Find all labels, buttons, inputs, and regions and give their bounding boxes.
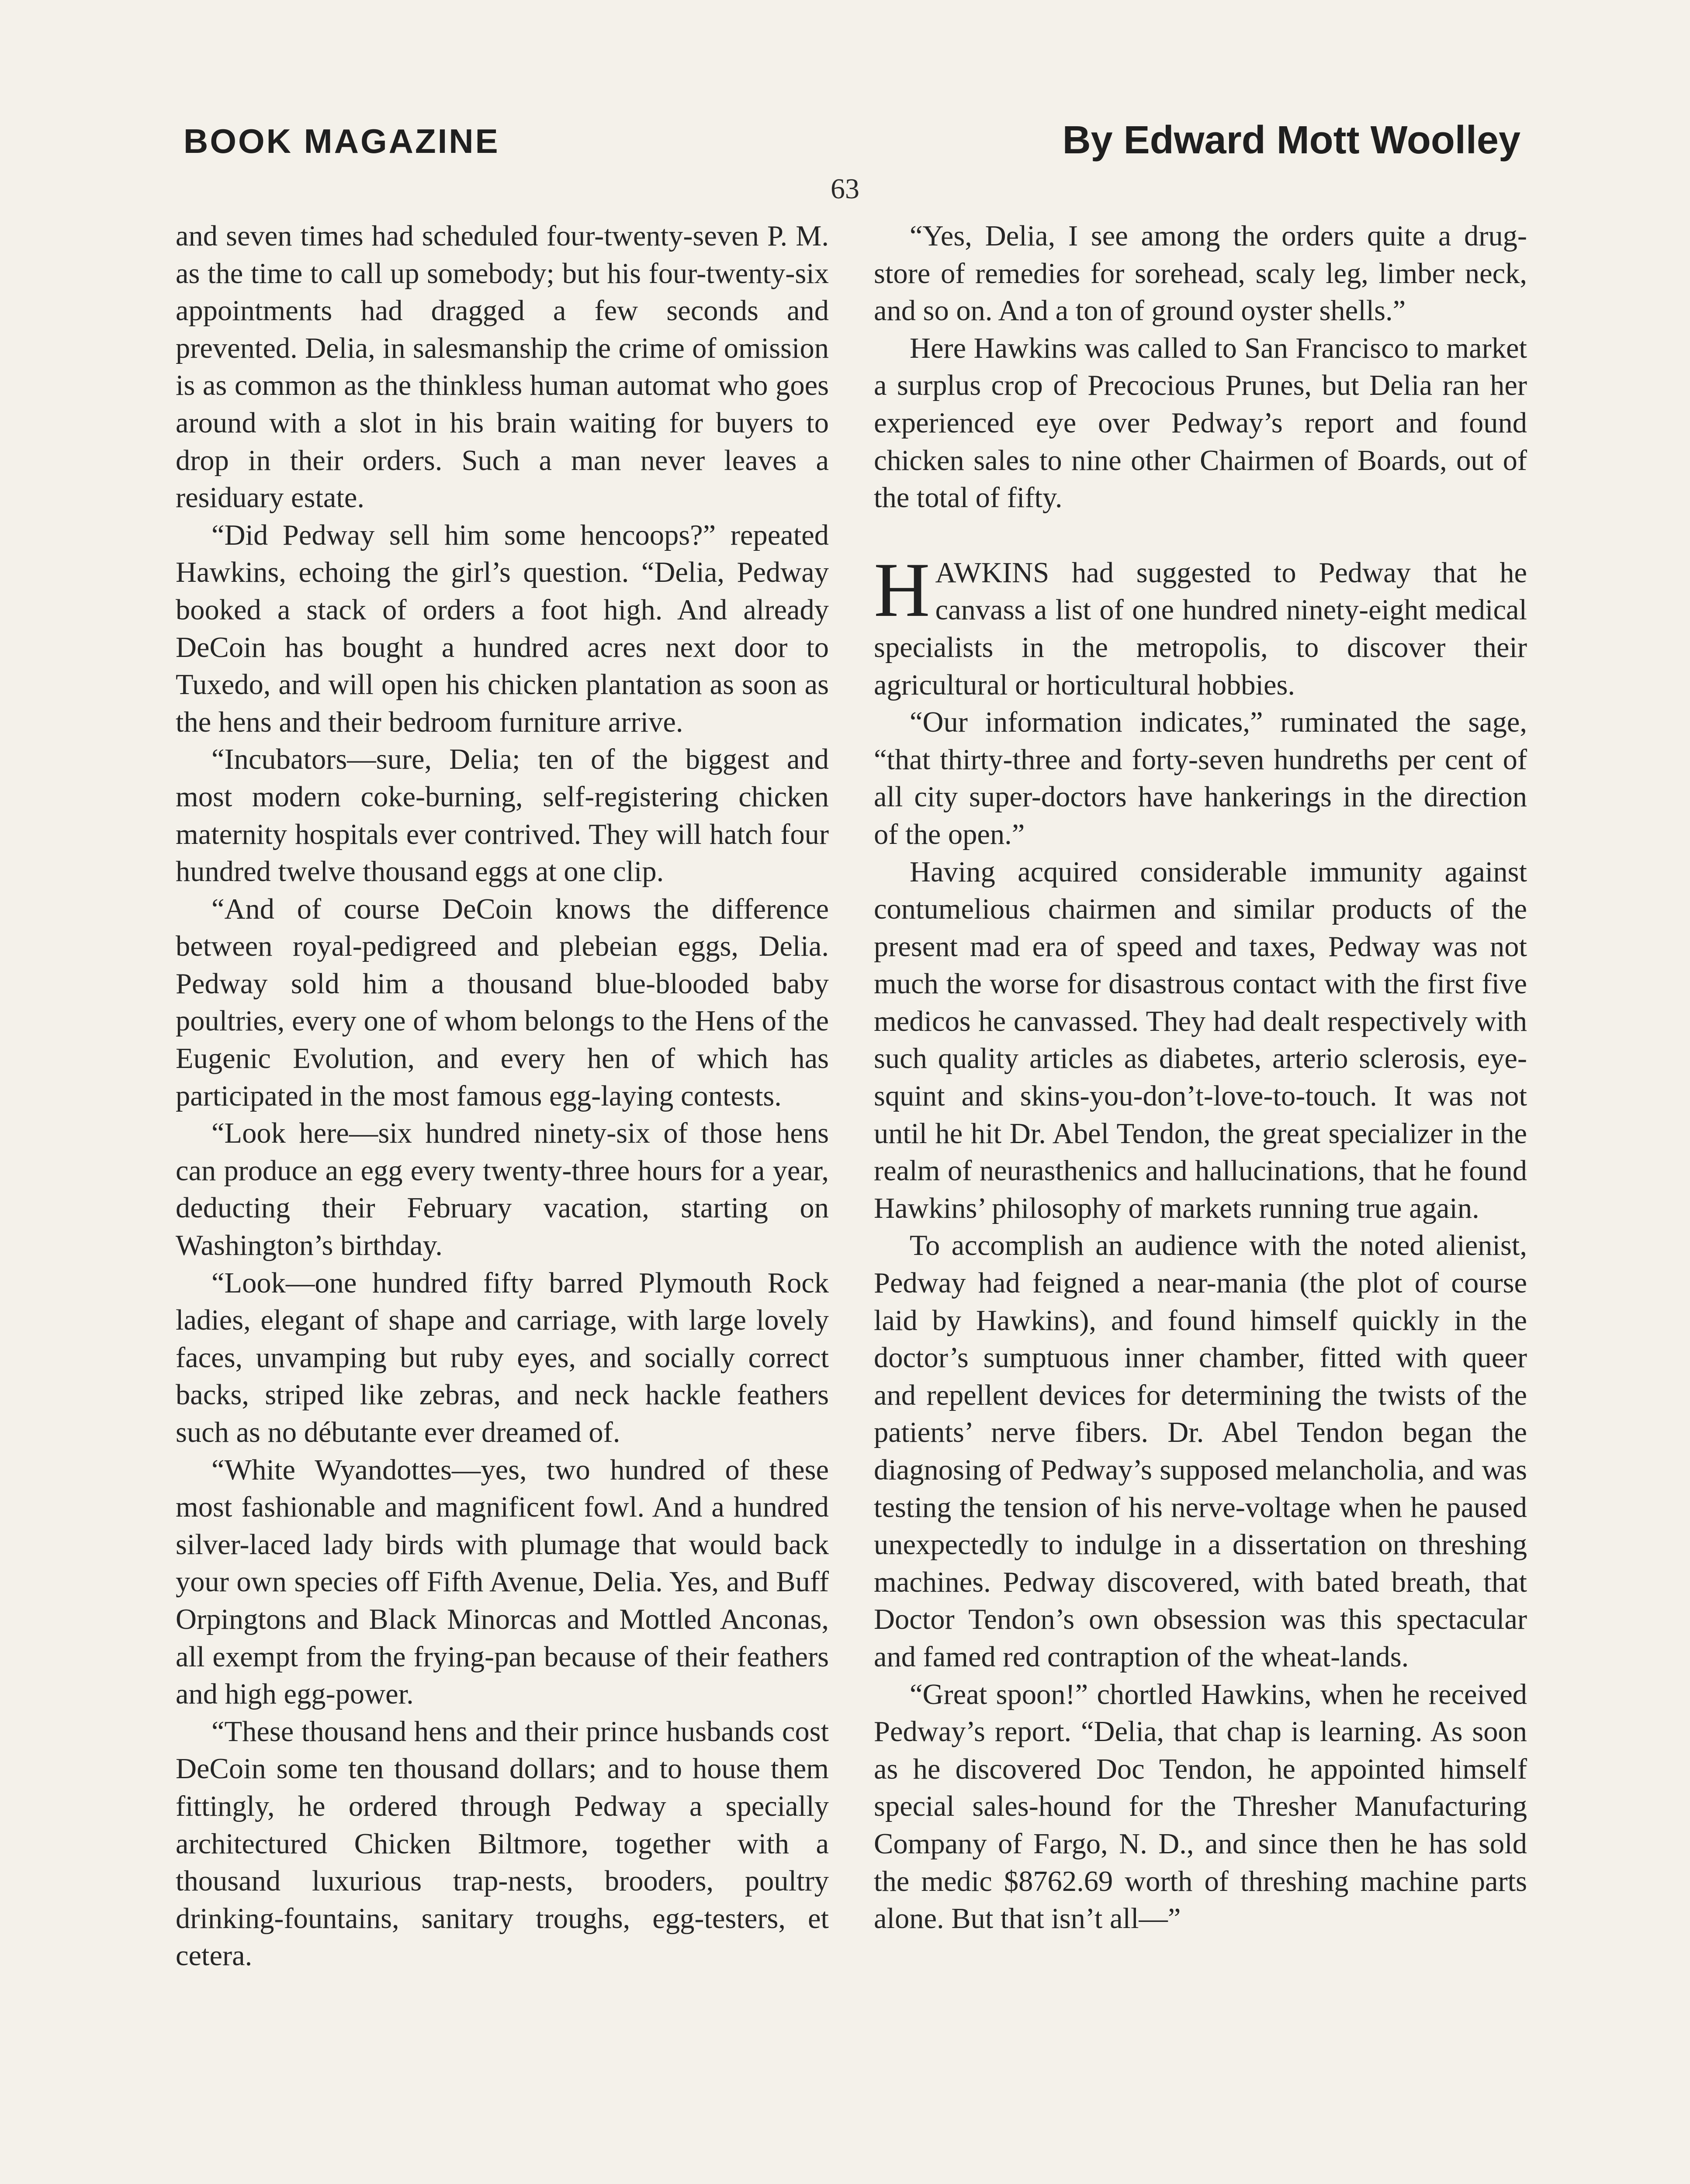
paragraph: Here Hawkins was called to San Francisco to market a surplus crop of Precocious Prunes, but Delia ran her experienced eye over Pedway’s report and found chicken sales to nine other Chairmen of Boards, out of the total of fifty. — [874, 332, 1527, 514]
paragraph: Having acquired considerable immunity against contumelious chairmen and similar products of the present mad era of speed and taxes, Pedway was not much the worse for disastrous contact with the first five medicos he canvassed. They had dealt respectively with such quality articles as diabetes, arterio sclerosis, eye-squint and skins-you-don’t-love-to-touch. It was not until he hit Dr. Abel Tendon, the great specializer in the realm of neurasthenics and hallucinations, that he found Hawkins’ philosophy of markets running true again. — [874, 856, 1527, 1224]
opening-caps: AWKINS — [935, 556, 1049, 589]
running-head-magazine: BOOK MAGAZINE — [184, 122, 500, 160]
right-text-column — [874, 218, 1527, 1938]
paragraph: “Great spoon!” chortled Hawkins, when he received Pedway’s report. “Delia, that chap is learning. As soon as he discovered Doc Tendon, he appointed himself special sales-hound for the Thresher Manufacturing Company of Fargo, N. D., and since then he has sold the medic $8762.69 worth of threshing machine parts alone. But that isn’t all—” — [874, 1678, 1527, 1935]
paragraph: “Our information indicates,” ruminated the sage, “that thirty-three and forty-seven hundreths per cent of all city super-doctors have hankerings in the direction of the open.” — [874, 706, 1527, 850]
paragraph: “Incubators—sure, Delia; ten of the biggest and most modern coke-burning, self-registering chicken maternity hospitals ever contrived. They will hatch four hundred twelve thousand eggs at one clip. — [176, 743, 829, 888]
left-text-column — [176, 218, 829, 1975]
drop-cap: H — [874, 546, 930, 633]
paragraph: “White Wyandottes—yes, two hundred of these most fashionable and magnificent fowl. And a hundred silver-laced lady birds with plumage that would back your own species off Fifth Avenue, Delia. Yes, and Buff Orpingtons and Black Minorcas and Mottled Anconas, all exempt from the frying-pan because of their feathers and high egg-power. — [176, 1454, 829, 1711]
paragraph: To accomplish an audience with the noted alienist, Pedway had feigned a near-mania (the plot of course laid by Hawkins), and found himself quickly in the doctor’s sumptuous inner chamber, fitted with queer and repellent devices for determining the twists of the patients’ nerve fibers. Dr. Abel Tendon began the diagnosing of Pedway’s supposed melancholia, and was testing the tension of his nerve-voltage when he paused unexpectedly to indulge in a dissertation on threshing machines. Pedway discovered, with bated breath, that Doctor Tendon’s own obsession was this spectacular and famed red contraption of the wheat-lands. — [874, 1230, 1527, 1673]
paragraph: “And of course DeCoin knows the difference between royal-pedigreed and plebeian eggs, Delia. Pedway sold him a thousand blue-blooded baby poultries, every one of whom belongs to the Hens of the Eugenic Evolution, and every hen of which has participated in the most famous egg-laying contests. — [176, 893, 829, 1112]
paragraph: “Look—one hundred fifty barred Plymouth Rock ladies, elegant of shape and carriage, with large lovely faces, unvamping but ruby eyes, and socially correct backs, striped like zebras, and neck hackle feathers such as no débutante ever dreamed of. — [176, 1267, 829, 1448]
paragraph-text: had suggested to Pedway that he canvass a list of one hundred ninety-eight medical specialists in the metropolis, to discover their agricultural or horticultural hobbies. — [874, 556, 1527, 701]
paragraph: “These thousand hens and their prince husbands cost DeCoin some ten thousand dollars; and to house them fittingly, he ordered through Pedway a specially architectured Chicken Biltmore, together with a thousand luxurious trap-nests, brooders, poultry drinking-fountains, sanitary troughs, egg-testers, et cetera. — [176, 1715, 829, 1972]
page-number: 63 — [831, 173, 859, 205]
paragraph: “Did Pedway sell him some hencoops?” repeated Hawkins, echoing the girl’s question. “Delia, Pedway booked a stack of orders a foot high. And already DeCoin has bought a hundred acres next door to Tuxedo, and will open his chicken plantation as soon as the hens and their bedroom furniture arrive. — [176, 519, 829, 738]
running-head-author: By Edward Mott Woolley — [1062, 118, 1520, 162]
paragraph-text: and seven times had scheduled four-twenty-seven — [176, 220, 767, 252]
section-opening-paragraph — [874, 546, 1527, 704]
paragraph: “Look here—six hundred ninety-six of those hens can produce an egg every twenty-three hours for a year, deducting their February vacation, starting on Washington’s birthday. — [176, 1117, 829, 1262]
paragraph — [176, 218, 829, 517]
time-abbreviation: P. M. — [767, 220, 829, 252]
paragraph-text: as the time to call up somebody; but his four-twenty-six appointments had dragged a few seconds and prevented. Delia, in salesmanship the crime of omission is as common as the thinkless human automat who goes around with a slot in his brain waiting for buyers to drop in their orders. Such a man never leaves a residuary estate. — [176, 257, 829, 514]
paragraph: “Yes, Delia, I see among the orders quite a drug-store of remedies for sorehead, scaly leg, limber neck, and so on. And a ton of ground oyster shells.” — [874, 220, 1527, 327]
